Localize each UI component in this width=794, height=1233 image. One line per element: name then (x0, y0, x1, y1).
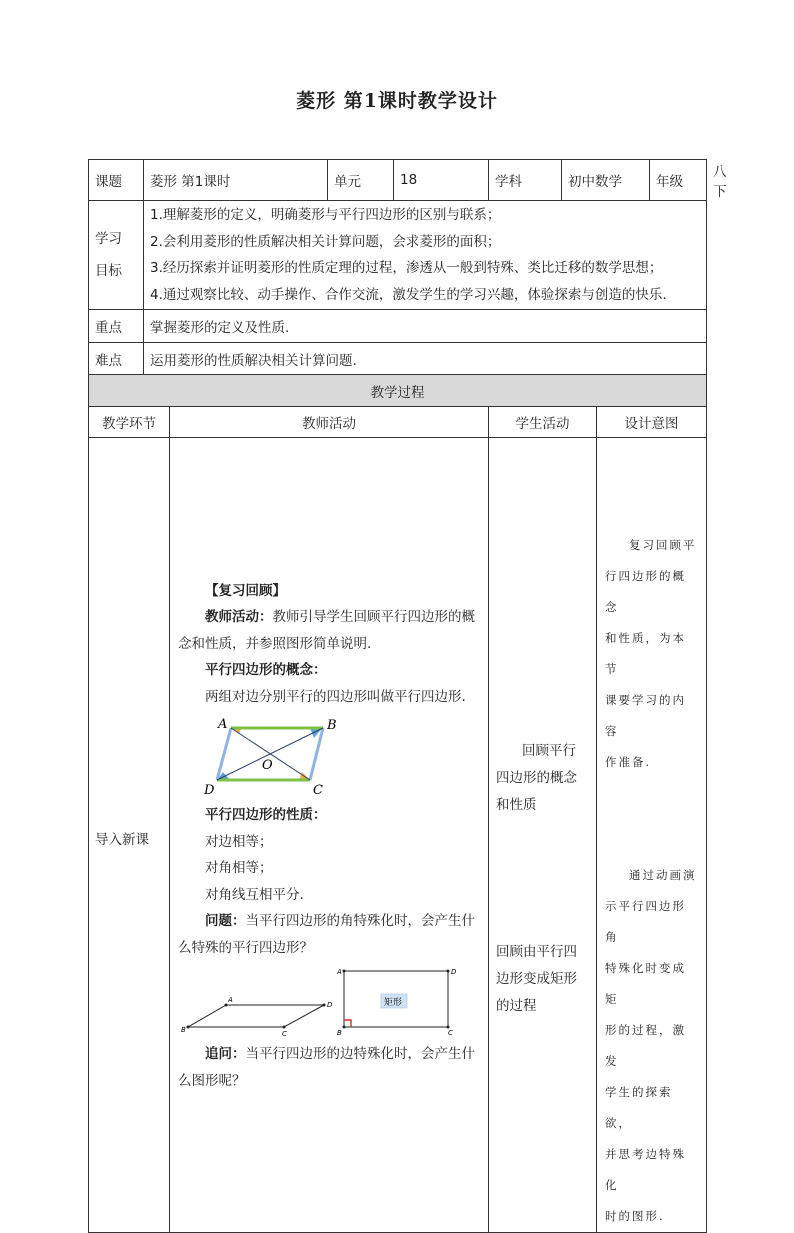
objectives-row (89, 201, 707, 310)
process-header: 教学过程 (89, 375, 707, 407)
followup-label: 追问： (205, 1046, 246, 1063)
label-b: B (327, 718, 337, 734)
process-header-row (89, 375, 707, 407)
teacher-activity-cell (170, 438, 489, 1233)
question-label: 问题： (205, 913, 246, 930)
objective-item: 2.会利用菱形的性质解决相关计算问题，会求菱形的面积； (150, 233, 501, 250)
question-text: 当平行四边形的角特殊化时，会产生什 (245, 913, 475, 930)
activity-label: 教师活动： (205, 609, 273, 626)
slanted-parallelogram (188, 1005, 324, 1027)
column-header-row (89, 407, 707, 438)
objectives-label: 学习 目标 (89, 201, 144, 310)
objective-item: 1.理解菱形的定义，明确菱形与平行四边形的区别与联系； (150, 207, 501, 223)
col-intent: 设计意图 (597, 407, 707, 438)
property-item: 对角相等； (205, 860, 273, 877)
unit-label: 单元 (328, 160, 394, 201)
topic-label: 课题 (89, 160, 144, 201)
intent-block-2: 通过动画演 示平行四边形角 特殊化时变成矩 形的过程，激发 学生的探索欲， 并思考边特殊化 时的图形. (605, 868, 697, 1223)
question-text-2: 么特殊的平行四边形？ (178, 939, 313, 956)
followup-text: 当平行四边形的边特殊化时，会产生什 (245, 1046, 475, 1063)
topic-value: 菱形 第1课时 (144, 160, 328, 201)
subject-value: 初中数学 (562, 160, 650, 201)
objective-item: 4.通过观察比较、动手操作、合作交流，激发学生的学习兴趣，体验探索与创造的快乐. (150, 286, 667, 303)
fig2-label-b: B (181, 1026, 186, 1035)
design-intent-cell (597, 438, 707, 1233)
stage-cell: 导入新课 (89, 438, 170, 1233)
fig3-label-d: D (451, 968, 457, 977)
difficulty-value: 运用菱形的性质解决相关计算问题. (144, 343, 707, 375)
key-point-value: 掌握菱形的定义及性质. (144, 310, 707, 343)
label-c: C (313, 783, 323, 797)
unit-value: 18 (394, 160, 489, 201)
grade-label: 年级 (650, 160, 707, 201)
fig2-label-c: C (282, 1030, 287, 1038)
page-title: 菱形 第1课时教学设计 (296, 90, 498, 112)
activity-text: 教师引导学生回顾平行四边形的概 (272, 609, 475, 626)
side-bc (310, 728, 323, 780)
label-a: A (218, 717, 228, 733)
col-stage: 教学环节 (89, 407, 170, 438)
objective-item: 3.经历探索并证明菱形的性质定理的过程，渗透从一般到特殊、类比迁移的数学思想； (150, 260, 663, 276)
info-row: 课题 菱形 第1课时 单元 18 学科 初中数学 年级 八下 (89, 160, 707, 201)
review-heading: 【复习回顾】 (205, 582, 286, 599)
difficulty-label: 难点 (89, 343, 144, 375)
fig3-label-b: B (337, 1029, 342, 1038)
student-block-1: 回顾平行 四边形的概念 和性质 (496, 743, 578, 813)
concept-heading: 平行四边形的概念： (205, 662, 327, 679)
content-row (89, 438, 707, 1233)
parallelogram-diagonals-figure (202, 714, 347, 796)
property-item: 对角线互相平分. (205, 886, 304, 903)
fig3-label-a: A (337, 968, 342, 977)
side-ad (217, 728, 231, 780)
objectives-list (144, 201, 707, 310)
student-activity-cell (489, 438, 597, 1233)
key-point-row (89, 310, 707, 343)
fig2-label-d: D (327, 1001, 333, 1010)
rectangle-tag: 矩形 (384, 998, 403, 1009)
parallelogram-to-rectangle-figure (178, 965, 478, 1037)
col-student: 学生活动 (489, 407, 597, 438)
fig2-label-a: A (228, 996, 233, 1005)
key-point-label: 重点 (89, 310, 144, 343)
difficulty-row (89, 343, 707, 375)
lesson-plan-table (88, 159, 727, 1233)
label-o: O (262, 758, 273, 774)
property-heading: 平行四边形的性质： (205, 807, 327, 824)
fig3-label-c: C (448, 1029, 453, 1038)
intent-block-1: 复习回顾平 行四边形的概念 和性质，为本节 课要学习的内容 作准备. (605, 538, 697, 769)
activity-text-2: 念和性质，并参照图形简单说明. (178, 635, 372, 652)
col-teacher: 教师活动 (170, 407, 489, 438)
followup-text-2: 么图形呢？ (178, 1072, 246, 1089)
label-d: D (204, 783, 215, 797)
subject-label: 学科 (489, 160, 562, 201)
concept-text: 两组对边分别平行的四边形叫做平行四边形. (205, 688, 466, 705)
property-item: 对边相等； (205, 833, 273, 850)
student-block-2: 回顾由平行四 边形变成矩形 的过程 (496, 944, 578, 1014)
